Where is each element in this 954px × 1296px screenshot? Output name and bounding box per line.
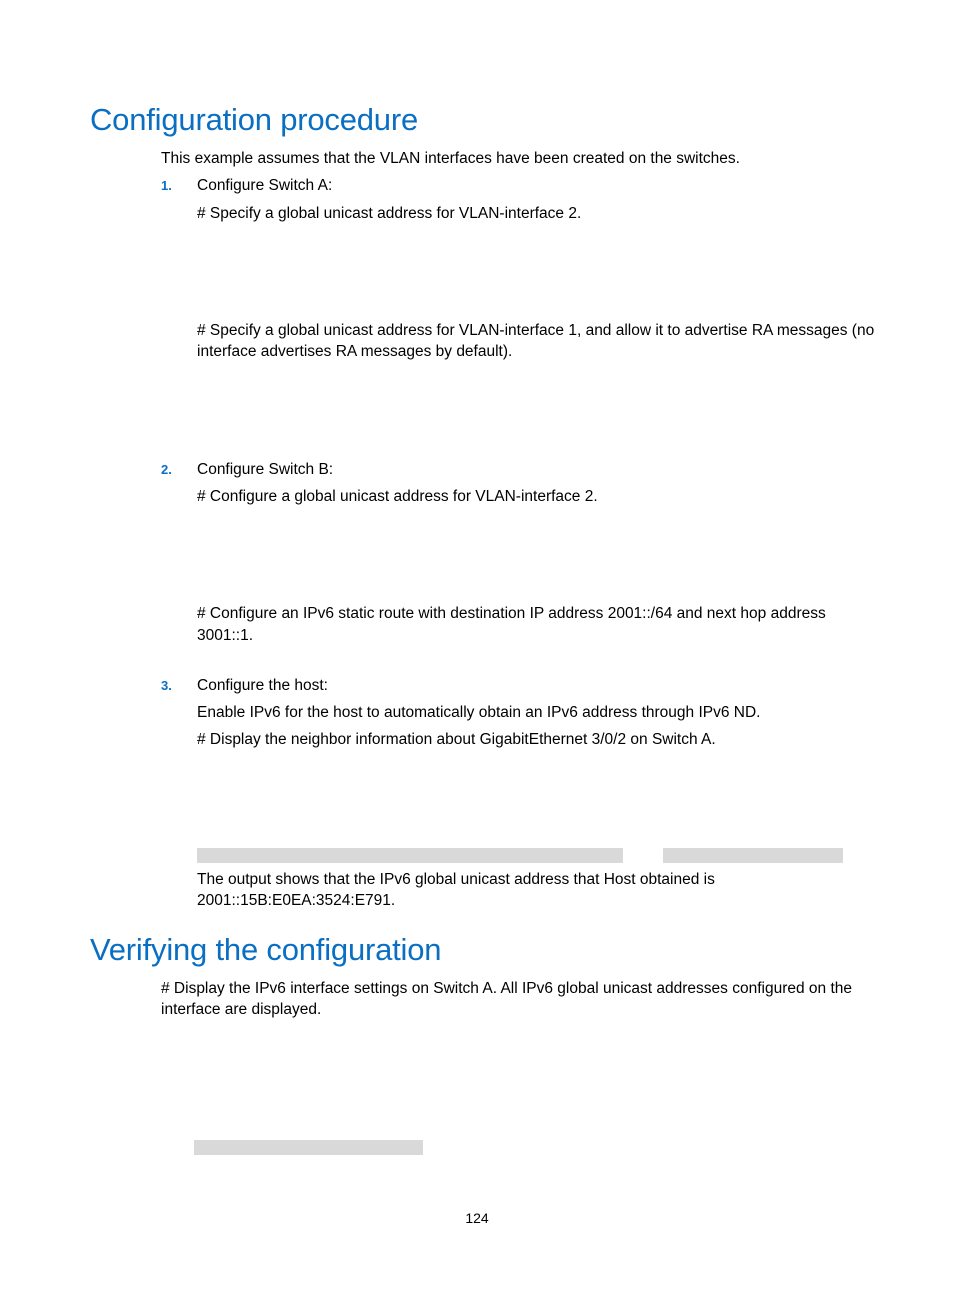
section-heading-configuration-procedure: Configuration procedure (90, 102, 418, 137)
step-3-note-2: # Display the neighbor information about GigabitEthernet 3/0/2 on Switch A. (197, 731, 716, 748)
step-1-note-1: # Specify a global unicast address for VLAN-interface 2. (197, 205, 582, 222)
step-2-note-1: # Configure a global unicast address for VLAN-interface 2. (197, 488, 598, 505)
output-note-line-1: The output shows that the IPv6 global unicast address that Host obtained is (197, 871, 715, 888)
step-1-note-2: # Specify a global unicast address for VLAN-interface 1, and allow it to advertise RA messages (no (197, 322, 875, 339)
highlight-bar (663, 848, 843, 863)
step-number-2: 2. (161, 462, 172, 477)
step-number-3: 3. (161, 678, 172, 693)
step-3-note-1: Enable IPv6 for the host to automatically obtain an IPv6 address through IPv6 ND. (197, 704, 761, 721)
highlight-bar (194, 1140, 423, 1155)
section-heading-verifying-configuration: Verifying the configuration (90, 932, 442, 967)
step-2-note-2-cont: 3001::1. (197, 627, 254, 644)
step-label-2: Configure Switch B: (197, 461, 334, 478)
step-1-note-2-cont: interface advertises RA messages by default). (197, 343, 513, 360)
step-2-note-2: # Configure an IPv6 static route with destination IP address 2001::/64 and next hop address (197, 605, 826, 622)
verify-paragraph-line-2: interface are displayed. (161, 1001, 322, 1018)
page-number: 124 (465, 1210, 489, 1226)
step-number-1: 1. (161, 178, 172, 193)
step-label-1: Configure Switch A: (197, 177, 333, 194)
step-label-3: Configure the host: (197, 677, 328, 694)
highlight-bar (197, 848, 623, 863)
verify-paragraph-line-1: # Display the IPv6 interface settings on Switch A. All IPv6 global unicast addresses configured on the (161, 980, 853, 997)
intro-paragraph: This example assumes that the VLAN interfaces have been created on the switches. (161, 150, 740, 167)
output-note-line-2: 2001::15B:E0EA:3524:E791. (197, 892, 396, 909)
